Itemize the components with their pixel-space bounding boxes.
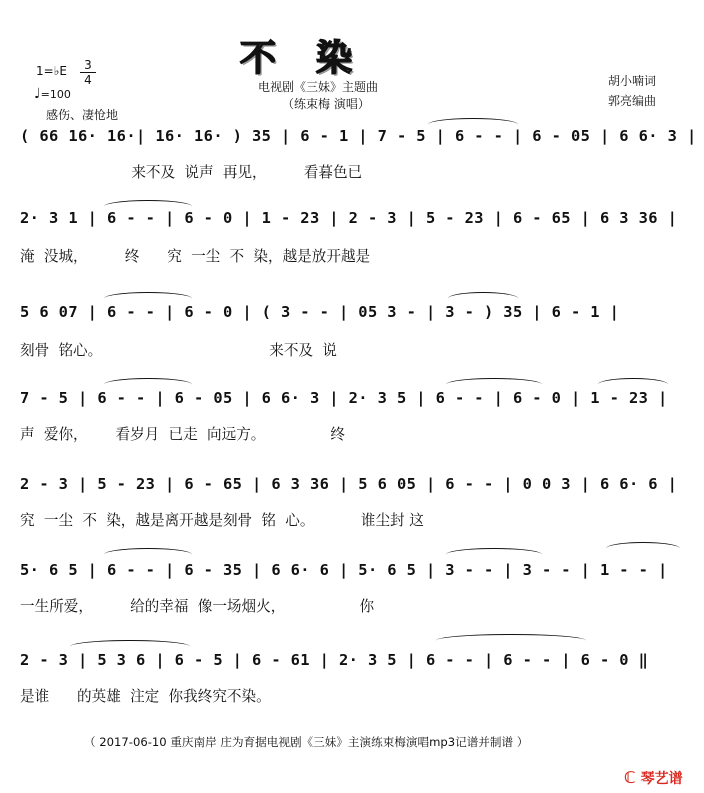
quarter-note-icon: ♩ <box>34 86 41 102</box>
tie-mark <box>446 378 542 391</box>
logo-text: 琴艺谱 <box>640 771 683 787</box>
score-line-7: 2 - 3 | 5 3 6 | 6 - 5 | 6 - 61 | 2· 3 5 | 6 - - | 6 - - | 6 - 0 ‖ <box>20 651 649 669</box>
logo-mark-icon: ℂ <box>624 768 636 787</box>
tie-mark <box>104 548 192 561</box>
score-line-5: 2 - 3 | 5 - 23 | 6 - 65 | 6 3 36 | 5 6 05 | 6 - - | 0 0 3 | 6 6· 6 | <box>20 475 678 493</box>
arranger-credit: 郭亮编曲 <box>608 94 657 108</box>
lyricist-credit: 胡小喃词 <box>608 74 657 88</box>
transcription-note: （ 2017-06-10 重庆南岸 庄为育据电视剧《三妹》主演练束梅演唱mp3记谱并制谱 ） <box>84 735 529 749</box>
lyric-line-6: 一生所爱， 给的幸福 像一场烟火， 你 <box>20 598 375 615</box>
tie-mark <box>448 292 518 305</box>
time-signature-bottom: 4 <box>80 72 96 87</box>
lyric-line-2: 淹 没城， 终 究 一尘 不 染，越是放开越是 <box>20 248 371 265</box>
song-subtitle: 电视剧《三妹》主题曲 <box>258 80 379 94</box>
score-line-3: 5 6 07 | 6 - - | 6 - 0 | ( 3 - - | 05 3 - | 3 - ) 35 | 6 - 1 | <box>20 303 620 321</box>
lyric-line-5: 究 一尘 不 染，越是离开越是刻骨 铭 心。 谁尘封 这 <box>20 512 424 529</box>
tie-mark <box>70 640 190 653</box>
singer-credit: （练束梅 演唱） <box>282 97 370 111</box>
time-signature-top: 3 <box>84 58 92 72</box>
key-signature: 1=♭E <box>36 64 67 78</box>
tie-mark <box>598 378 668 391</box>
score-line-2: 2· 3 1 | 6 - - | 6 - 0 | 1 - 23 | 2 - 3 | 5 - 23 | 6 - 65 | 6 3 36 | <box>20 209 678 227</box>
lyric-line-7: 是谁 的英雄 注定 你我终究不染。 <box>20 688 271 705</box>
score-line-1: ( 66 16· 16·| 16· 16· ) 35 | 6 - 1 | 7 - 5 | 6 - - | 6 - 05 | 6 6· 3 | <box>20 127 697 145</box>
tie-mark <box>428 118 518 131</box>
lyric-line-4: 声 爱你， 看岁月 已走 向远方。 终 <box>20 426 345 443</box>
tie-mark <box>446 548 542 561</box>
tempo-value: =100 <box>40 88 71 101</box>
time-signature <box>80 58 96 87</box>
score-line-4: 7 - 5 | 6 - - | 6 - 05 | 6 6· 3 | 2· 3 5 | 6 - - | 6 - 0 | 1 - 23 | <box>20 389 668 407</box>
lyric-line-3: 刻骨 铭心。 来不及 说 <box>20 342 337 359</box>
lyric-line-1: 来不及 说声 再见， 看暮色已 <box>20 164 363 181</box>
tempo-marking <box>34 86 71 102</box>
score-line-6: 5· 6 5 | 6 - - | 6 - 35 | 6 6· 6 | 5· 6 5 | 3 - - | 3 - - | 1 - - | <box>20 561 668 579</box>
site-logo <box>624 768 683 788</box>
tie-mark <box>104 292 192 305</box>
tie-mark <box>436 634 586 647</box>
song-title: 不染 <box>240 37 393 79</box>
tie-mark <box>104 378 192 391</box>
expression-marking: 感伤、凄怆地 <box>46 108 119 122</box>
tie-mark <box>606 542 680 555</box>
tie-mark <box>104 200 192 213</box>
